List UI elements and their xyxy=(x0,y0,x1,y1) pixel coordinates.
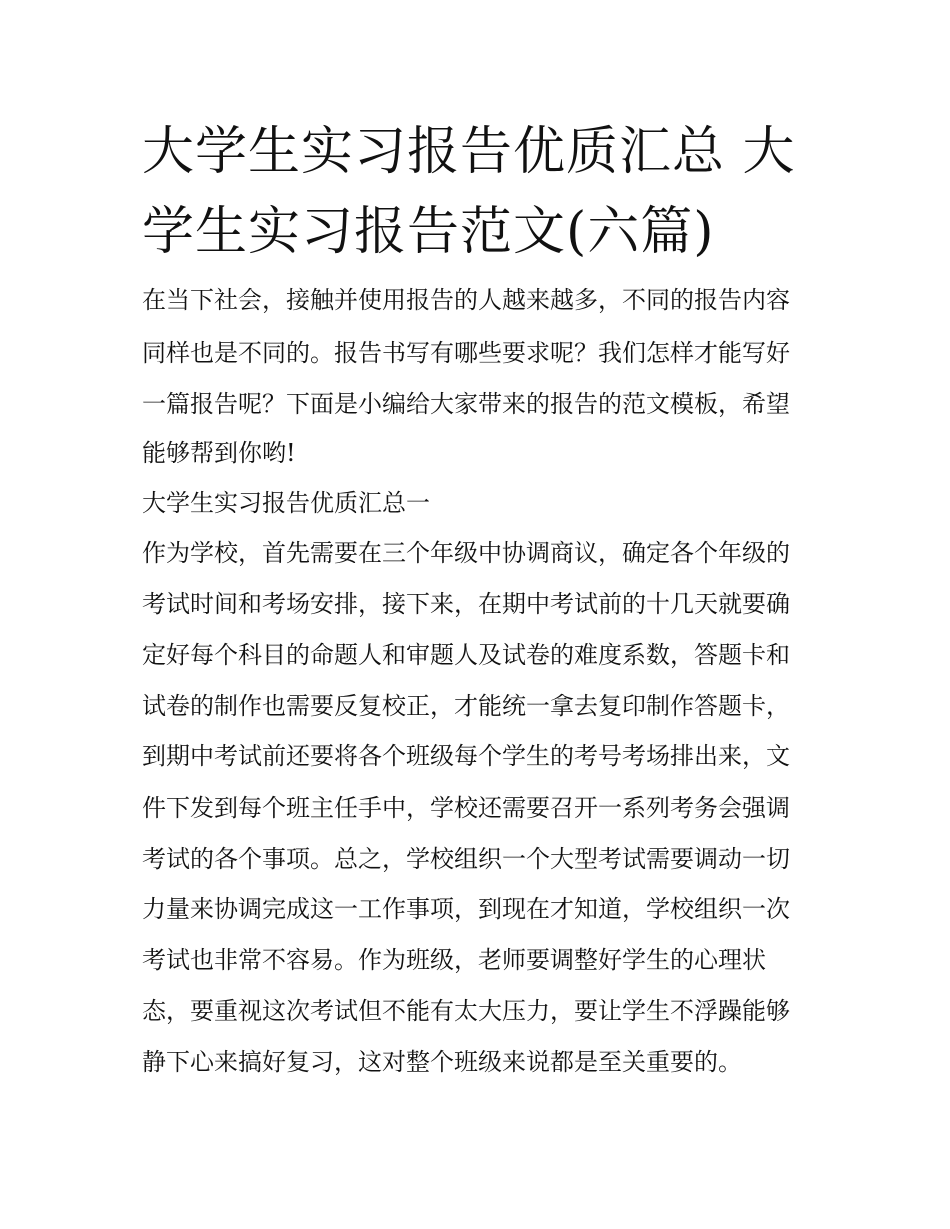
body-line: 到期中考试前还要将各个班级每个学生的考号考场排出来，文 xyxy=(142,742,790,770)
document-title: 大学生实习报告优质汇总 大学生实习报告范文(六篇) xyxy=(142,122,796,262)
body-line: 态，要重视这次考试但不能有太大压力，要让学生不浮躁能够 xyxy=(142,997,790,1025)
section-heading: 大学生实习报告优质汇总一 xyxy=(142,489,430,517)
body-line: 件下发到每个班主任手中，学校还需要召开一系列考务会强调 xyxy=(142,794,790,822)
body-line: 试卷的制作也需要反复校正，才能统一拿去复印制作答题卡， xyxy=(142,692,790,720)
body-line: 考试时间和考场安排，接下来，在期中考试前的十几天就要确 xyxy=(142,590,790,618)
intro-line: 一篇报告呢？下面是小编给大家带来的报告的范文模板，希望 xyxy=(142,390,790,418)
intro-line: 在当下社会，接触并使用报告的人越来越多，不同的报告内容 xyxy=(142,286,790,314)
body-line: 定好每个科目的命题人和审题人及试卷的难度系数，答题卡和 xyxy=(142,641,790,669)
body-line: 考试也非常不容易。作为班级，老师要调整好学生的心理状 xyxy=(142,946,766,974)
body-line: 考试的各个事项。总之，学校组织一个大型考试需要调动一切 xyxy=(142,845,790,873)
body-line: 作为学校，首先需要在三个年级中协调商议，确定各个年级的 xyxy=(142,539,790,567)
intro-line: 同样也是不同的。报告书写有哪些要求呢？我们怎样才能写好 xyxy=(142,339,790,367)
intro-line: 能够帮到你哟! xyxy=(142,439,296,467)
body-line: 力量来协调完成这一工作事项，到现在才知道，学校组织一次 xyxy=(142,895,790,923)
body-line: 静下心来搞好复习，这对整个班级来说都是至关重要的。 xyxy=(142,1048,742,1076)
